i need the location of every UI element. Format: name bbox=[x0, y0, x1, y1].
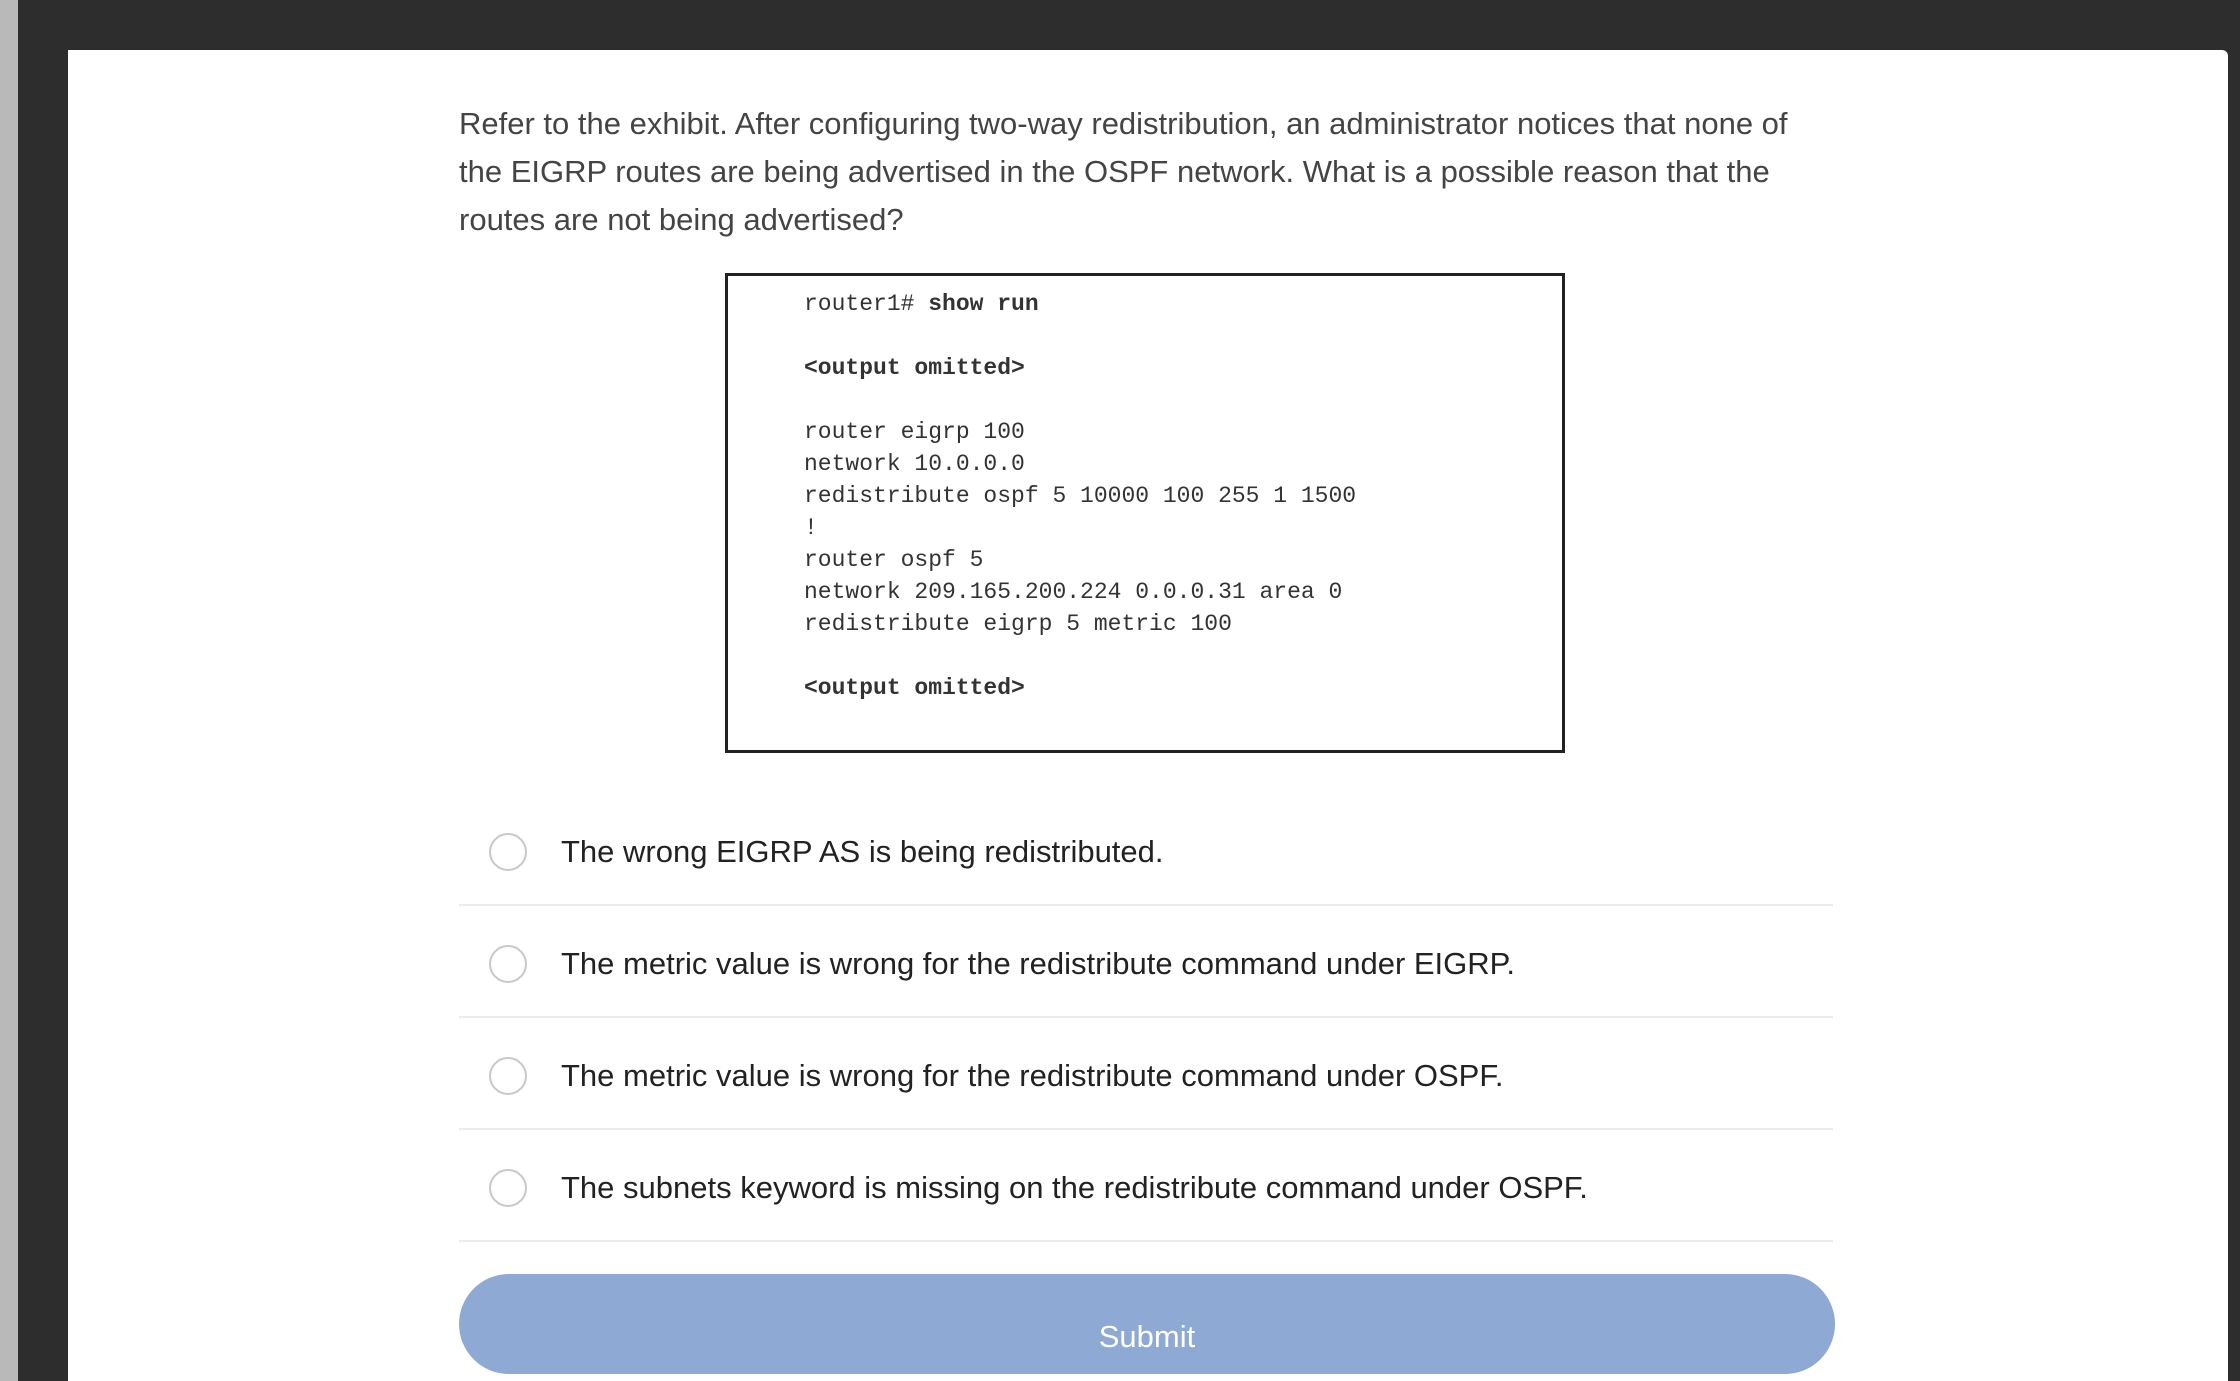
exhibit-line: <output omitted> bbox=[804, 675, 1025, 701]
submit-button-label: Submit bbox=[1098, 1319, 1196, 1354]
quiz-panel bbox=[68, 50, 2228, 1381]
answer-option-4[interactable] bbox=[459, 1130, 1833, 1242]
exhibit-line: <output omitted> bbox=[804, 355, 1025, 381]
exhibit-line: router1# show run bbox=[804, 291, 1039, 317]
exhibit-line: router eigrp 100 bbox=[804, 419, 1025, 445]
answer-option-1[interactable] bbox=[459, 794, 1833, 906]
exhibit-line: network 209.165.200.224 0.0.0.31 area 0 bbox=[804, 579, 1343, 605]
answer-option-3[interactable] bbox=[459, 1018, 1833, 1130]
radio-button[interactable] bbox=[489, 1169, 527, 1207]
exhibit-line: router ospf 5 bbox=[804, 547, 984, 573]
question-text: Refer to the exhibit. After configuring two-way redistribution, an administrator notices that none of the EIGRP routes are being advertised in the OSPF network. What is a possible reason that the routes are not being advertised? bbox=[459, 106, 1788, 237]
answer-option-label: The subnets keyword is missing on the redistribute command under OSPF. bbox=[561, 1170, 1588, 1205]
answer-option-label: The metric value is wrong for the redistribute command under EIGRP. bbox=[561, 946, 1515, 981]
exhibit-line: network 10.0.0.0 bbox=[804, 451, 1025, 477]
radio-button[interactable] bbox=[489, 945, 527, 983]
exhibit-container bbox=[459, 244, 1833, 764]
exhibit-line: ! bbox=[804, 515, 818, 541]
radio-button[interactable] bbox=[489, 833, 527, 871]
answer-option-2[interactable] bbox=[459, 906, 1833, 1018]
radio-button[interactable] bbox=[489, 1057, 527, 1095]
answer-option-label: The wrong EIGRP AS is being redistributed. bbox=[561, 834, 1164, 869]
exhibit-line: redistribute ospf 5 10000 100 255 1 1500 bbox=[804, 483, 1357, 509]
submit-button[interactable] bbox=[459, 1274, 1835, 1374]
quiz-content bbox=[459, 100, 1833, 1374]
exhibit-config-output bbox=[804, 288, 1356, 704]
answer-options bbox=[459, 794, 1833, 1242]
exhibit-box bbox=[725, 273, 1565, 753]
window-edge bbox=[0, 0, 18, 1381]
exhibit-line: redistribute eigrp 5 metric 100 bbox=[804, 611, 1232, 637]
answer-option-label: The metric value is wrong for the redistribute command under OSPF. bbox=[561, 1058, 1504, 1093]
